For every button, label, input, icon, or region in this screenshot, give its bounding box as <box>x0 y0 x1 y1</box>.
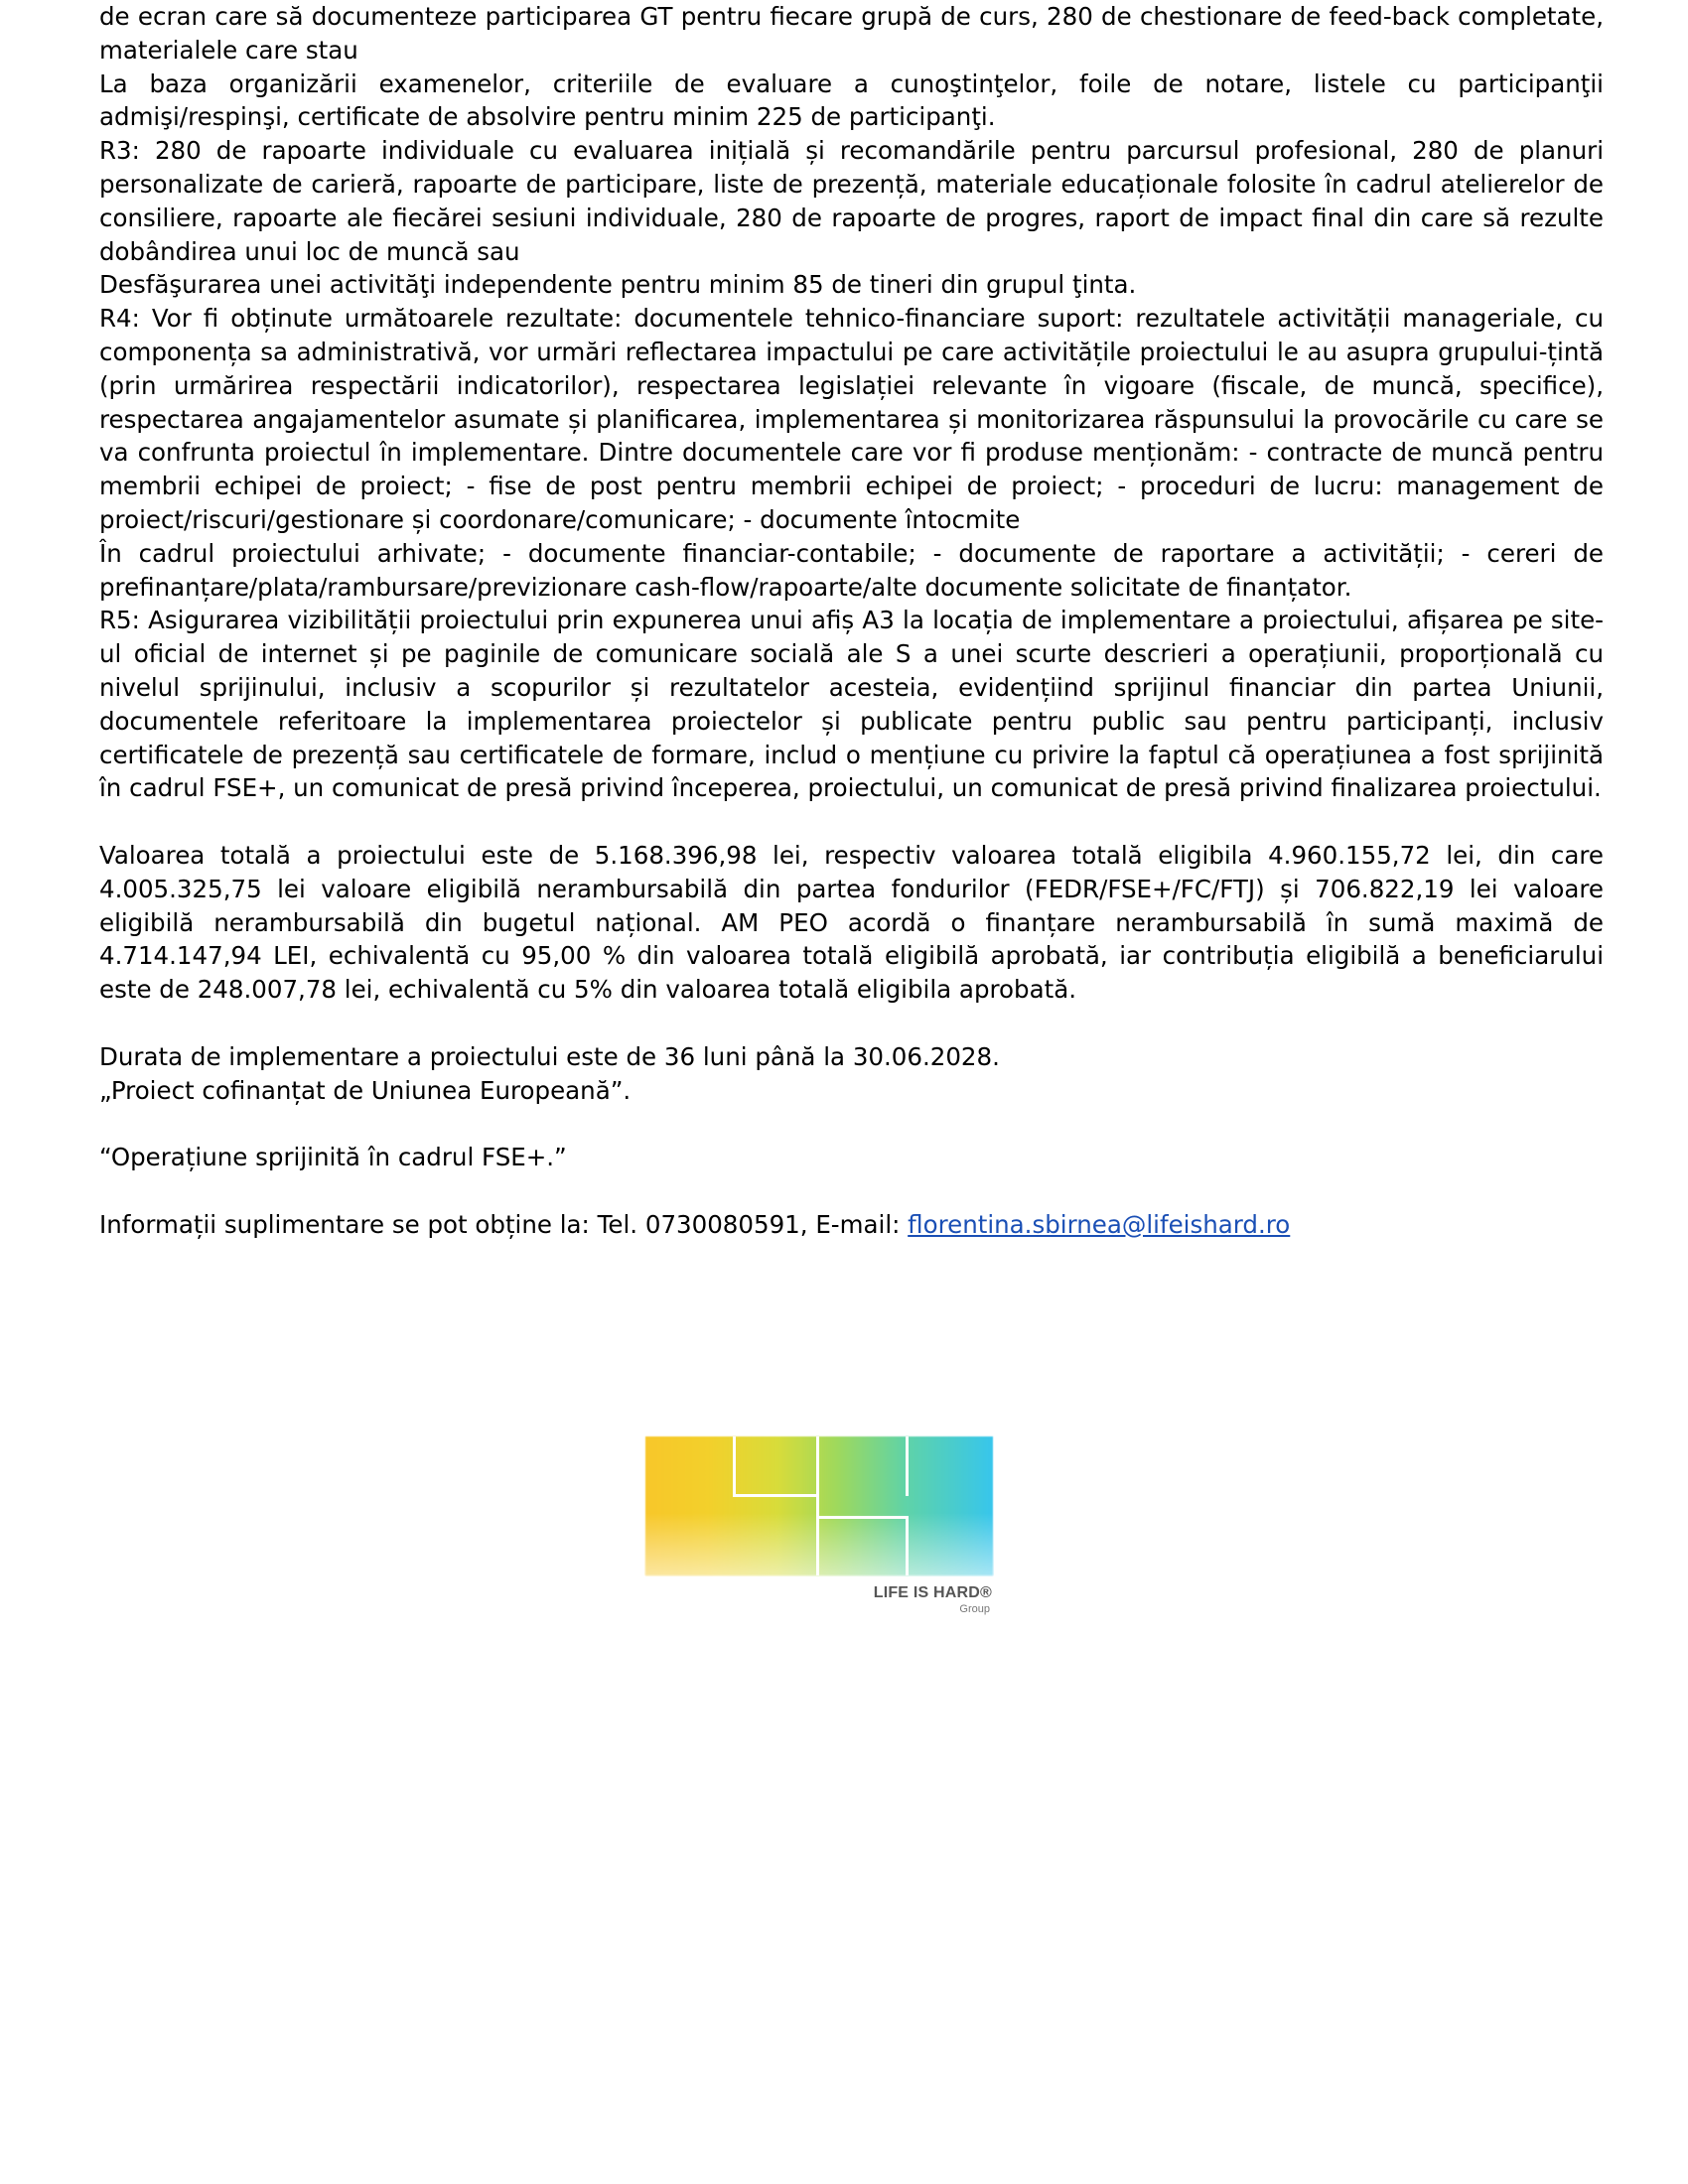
spacer <box>99 805 1604 839</box>
logo-line <box>818 1516 908 1519</box>
document-page <box>99 0 1604 1241</box>
paragraph-r4: R4: Vor fi obținute următoarele rezultate: documentele tehnico-financiare suport: rezultatele activității manageriale, cu componența sa administrativă, vor urmări reflectarea impactului pe care activitățile proiectului le au asupra grupului-țintă (prin urmărirea respectării indicatorilor), respectarea legislației relevante în vigoare (fiscale, de muncă, specifice), respectarea angajamentelor asumate și planificarea, implementarea și monitorizarea răspunsului la provocările cu care se va confrunta proiectul în implementare. Dintre documentele care vor fi produse menționăm: - contracte de muncă pentru membrii echipei de proiect; - fise de post pentru membrii echipei de proiect; - proceduri de lucru: management de proiect/riscuri/gestionare și coordonare/comunicare; - documente întocmite <box>99 304 1604 534</box>
contact-email-link[interactable]: florentina.sbirnea@lifeishard.ro <box>908 1209 1291 1239</box>
logo-line <box>733 1436 736 1496</box>
paragraph-r5: R5: Asigurarea vizibilității proiectului prin expunerea unui afiș A3 la locația de implementare a proiectului, afișarea pe site-ul oficial de internet și pe paginile de comunicare socială ale S a unei scurte descrieri a operațiunii, proporțională cu nivelul sprijinului, inclusiv a scopurilor și rezultatelor acesteia, evidențiind sprijinul financiar din partea Uniunii, documentele referitoare la implementarea proiectelor și publicate pentru public sau pentru participanți, inclusiv certificatele de prezență sau certificatele de formare, includ o mențiune cu privire la faptul că operațiunea a fost sprijinită în cadrul FSE+, un comunicat de presă privind începerea, proiectului, un comunicat de presă privind finalizarea proiectului. <box>99 606 1604 803</box>
logo-line <box>906 1516 909 1575</box>
logo-line <box>906 1436 909 1496</box>
logo-subtitle: Group <box>959 1603 990 1615</box>
paragraph-r3: R3: 280 de rapoarte individuale cu evaluarea inițială și recomandările pentru parcursul profesional, 280 de planuri personalizate de carieră, rapoarte de participare, liste de prezență, materiale educaționale folosite în cadrul atelierelor de consiliere, rapoarte ale fiecărei sesiuni individuale, 280 de rapoarte de progres, raport de impact final din care să rezulte dobândirea unui loc de muncă sau <box>99 136 1604 266</box>
paragraph-exam-organization: La baza organizării examenelor, criteriile de evaluare a cunoştinţelor, foile de notare, listele cu participanţii admişi/respinşi, certificate de absolvire pentru minim 225 de participanţi. <box>99 68 1604 132</box>
spacer <box>99 1174 1604 1208</box>
contact-text: Informații suplimentare se pot obține la: Tel. 0730080591, E-mail: <box>99 1209 909 1239</box>
paragraph-cofinanced: „Proiect cofinanțat de Uniunea Europeană”. <box>99 1075 632 1105</box>
life-is-hard-logo <box>645 1436 998 1625</box>
logo-line <box>733 1494 818 1497</box>
spacer <box>99 1007 1604 1040</box>
logo-wordmark: LIFE IS HARD® <box>873 1584 992 1601</box>
paragraph-duration: Durata de implementare a proiectului este de 36 luni până la 30.06.2028. <box>99 1041 1000 1071</box>
paragraph-gt-materials: de ecran care să documenteze participarea GT pentru fiecare grupă de curs, 280 de chestionare de feed-back completate, materialele care stau <box>99 2 1604 65</box>
logo-fade-overlay <box>645 1436 993 1575</box>
paragraph-archived-documents: În cadrul proiectului arhivate; - documente financiar-contabile; - documente de raportare a activității; - cereri de prefinanțare/plata/rambursare/previzionare cash-flow/rapoarte/alte documente solicitate de finanțator. <box>99 538 1604 602</box>
logo-line <box>816 1436 819 1575</box>
paragraph-contact <box>99 1208 1604 1242</box>
paragraph-independent-activity: Desfăşurarea unei activităţi independente pentru minim 85 de tineri din grupul ţinta. <box>99 270 1137 300</box>
paragraph-operation-fse: “Operațiune sprijinită în cadrul FSE+.” <box>99 1143 567 1172</box>
spacer <box>99 1107 1604 1141</box>
paragraph-project-value: Valoarea totală a proiectului este de 5.168.396,98 lei, respectiv valoarea totală eligibila 4.960.155,72 lei, din care 4.005.325,75 lei valoare eligibilă nerambursabilă din partea fondurilor (FEDR/FSE+/FC/FTJ) și 706.822,19 lei valoare eligibilă nerambursabilă din bugetul național. AM PEO acordă o finanțare nerambursabilă în sumă maximă de 4.714.147,94 LEI, echivalentă cu 95,00 % din valoarea totală eligibilă aprobată, iar contribuția eligibilă a beneficiarului este de 248.007,78 lei, echivalentă cu 5% din valoarea totală eligibila aprobată. <box>99 840 1604 1005</box>
